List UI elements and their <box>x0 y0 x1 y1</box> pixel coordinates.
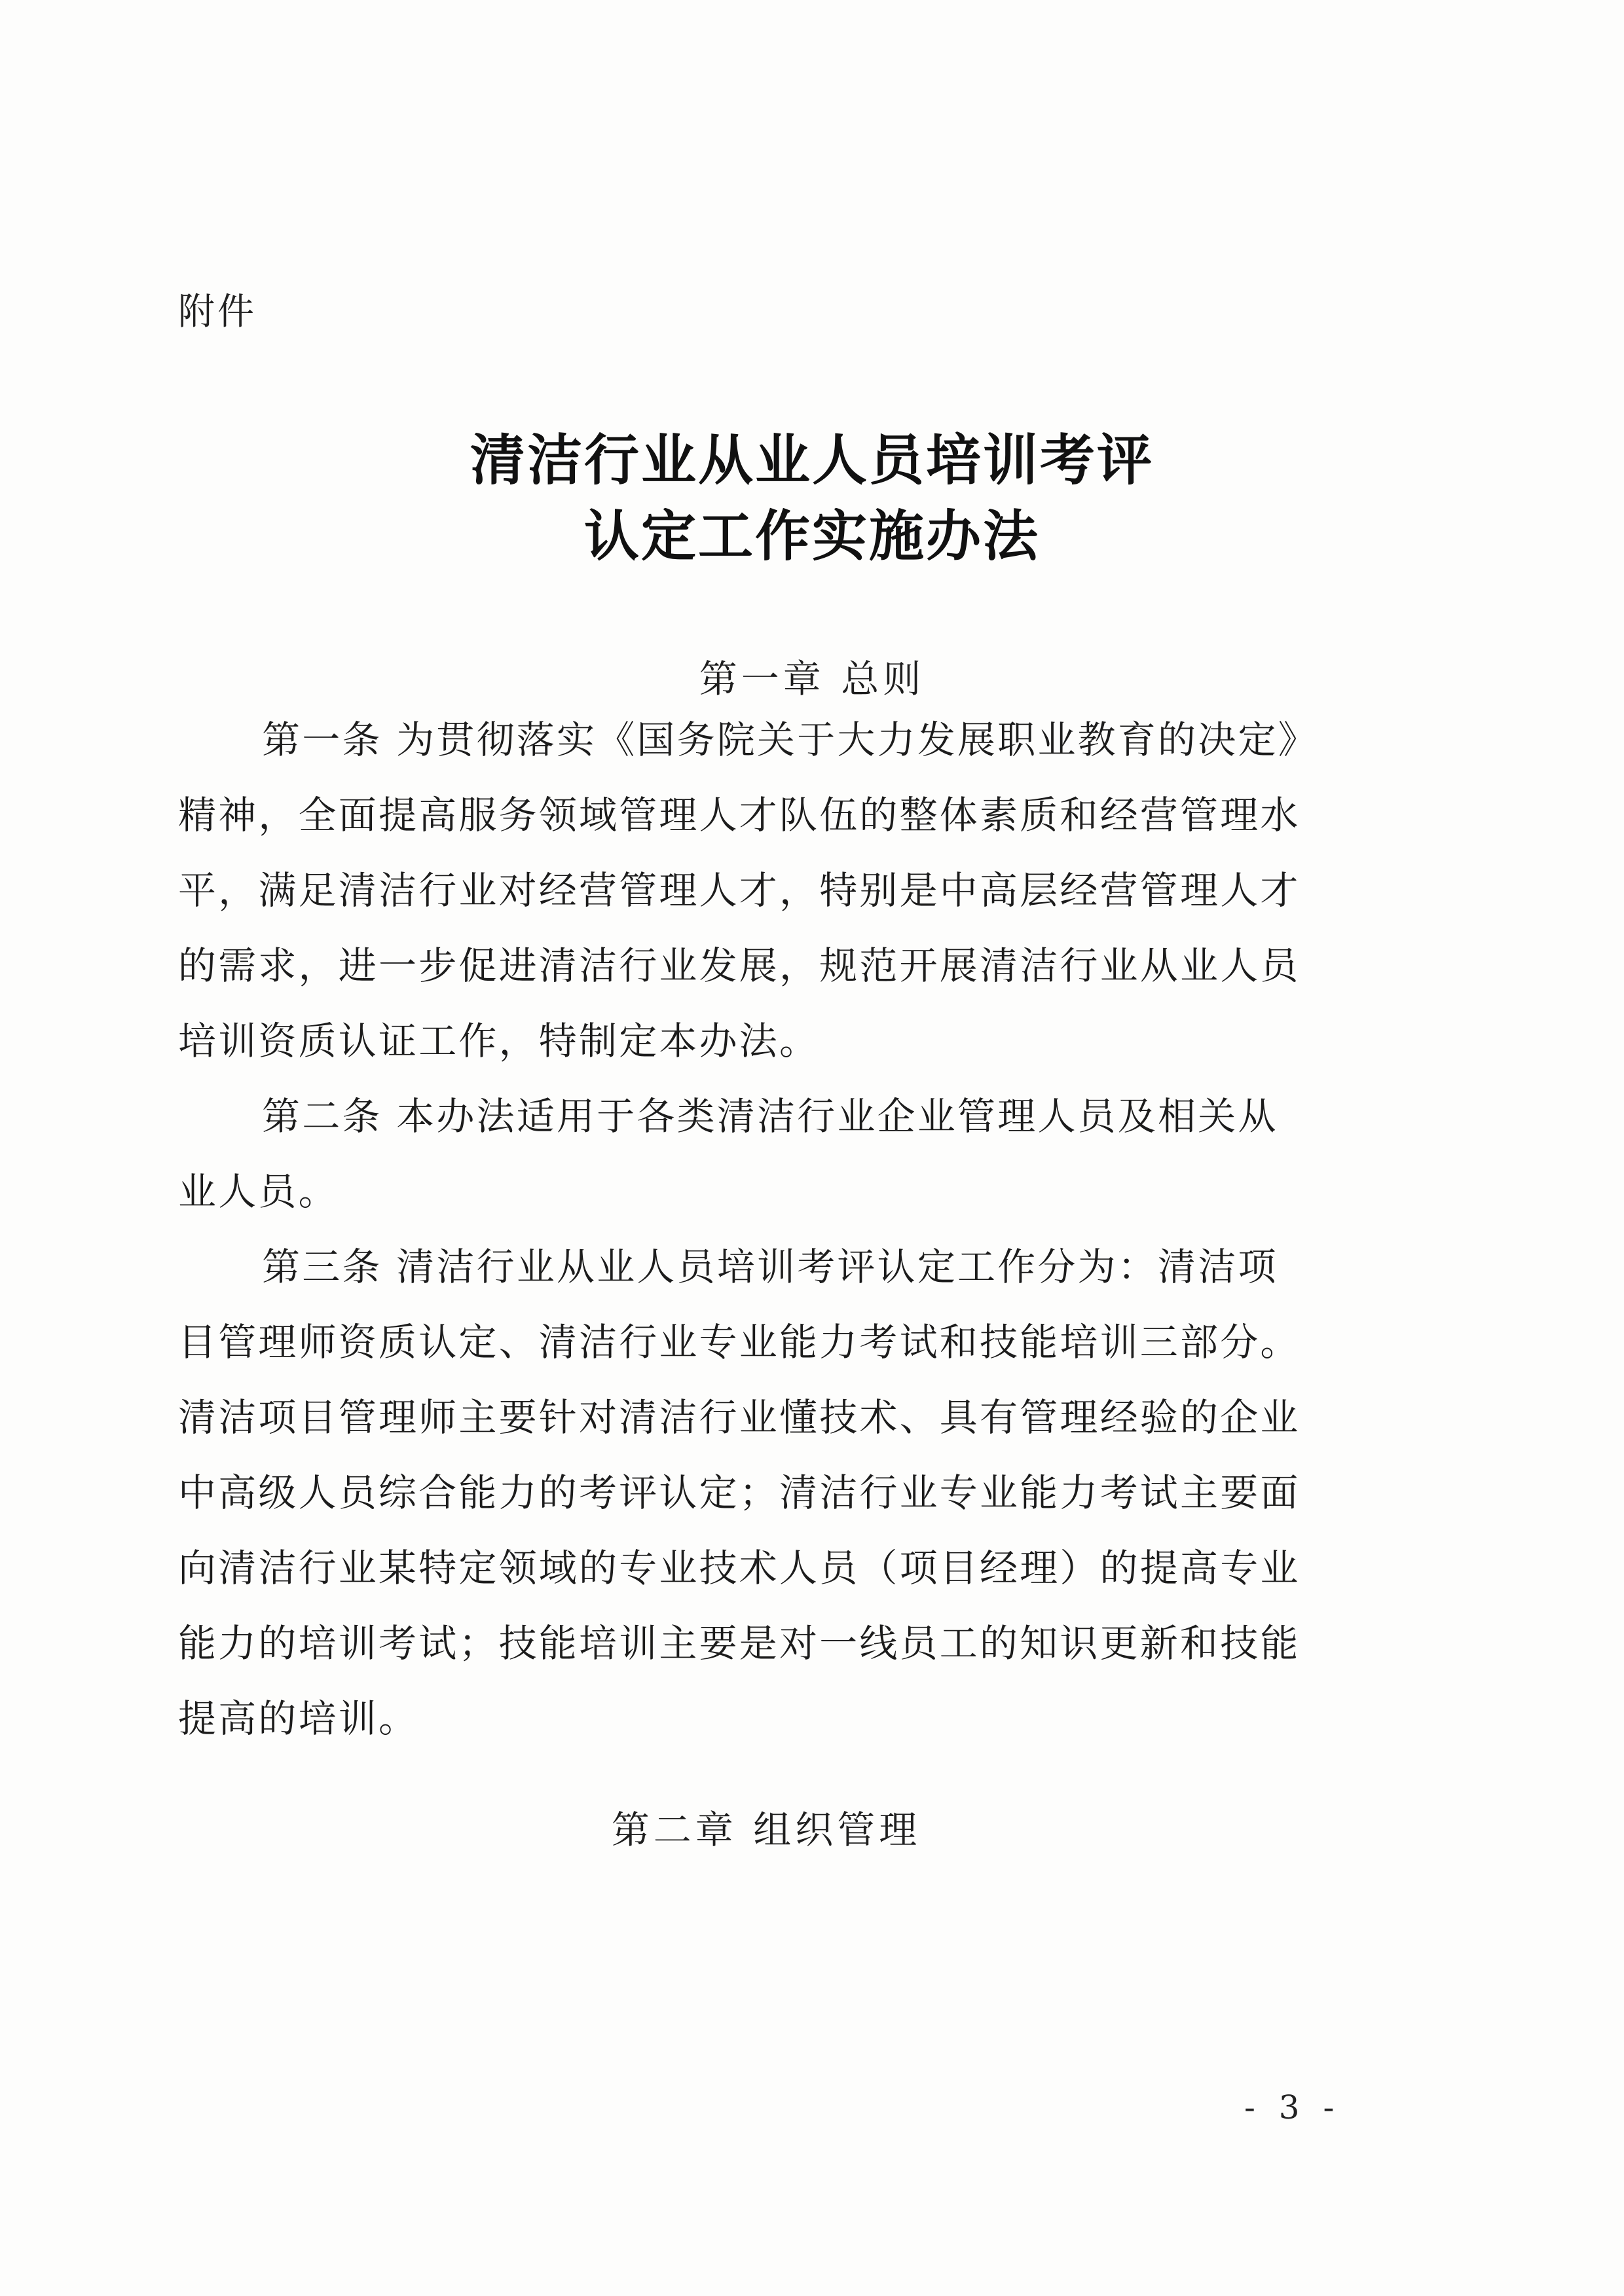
document-title-line-1: 清洁行业从业人员培训考评 <box>470 428 1154 492</box>
article-1-line-4: 的需求，进一步促进清洁行业发展，规范开展清洁行业从业人员 <box>178 943 1301 988</box>
document-title-line-2: 认定工作实施办法 <box>583 504 1040 568</box>
chapter-2-heading: 第二章 组织管理 <box>611 1808 921 1852</box>
article-3-line-4: 中高级人员综合能力的考评认定；清洁行业专业能力考试主要面 <box>178 1470 1301 1515</box>
article-3-line-1: 第三条 清洁行业从业人员培训考评认定工作分为：清洁项 <box>262 1245 1278 1289</box>
article-1-line-3: 平，满足清洁行业对经营管理人才，特别是中高层经营管理人才 <box>178 868 1301 913</box>
article-3-line-2: 目管理师资质认定、清洁行业专业能力考试和技能培训三部分。 <box>178 1320 1301 1364</box>
page-number: - 3 - <box>1244 2088 1341 2126</box>
article-3-line-5: 向清洁行业某特定领域的专业技术人员（项目经理）的提高专业 <box>178 1546 1301 1590</box>
article-2-line-2: 业人员。 <box>178 1169 339 1214</box>
article-2-line-1: 第二条 本办法适用于各类清洁行业企业管理人员及相关从 <box>262 1094 1278 1139</box>
article-3-line-6: 能力的培训考试；技能培训主要是对一线员工的知识更新和技能 <box>178 1621 1301 1666</box>
article-1-line-1: 第一条 为贯彻落实《国务院关于大力发展职业教育的决定》 <box>262 718 1318 762</box>
attachment-label: 附件 <box>178 291 257 333</box>
article-3-line-7: 提高的培训。 <box>178 1696 419 1741</box>
article-1-line-5: 培训资质认证工作，特制定本办法。 <box>178 1019 820 1063</box>
article-1-line-2: 精神，全面提高服务领域管理人才队伍的整体素质和经营管理水 <box>178 793 1301 837</box>
article-3-line-3: 清洁项目管理师主要针对清洁行业懂技术、具有管理经验的企业 <box>178 1395 1301 1440</box>
chapter-1-heading: 第一章 总则 <box>699 657 925 701</box>
